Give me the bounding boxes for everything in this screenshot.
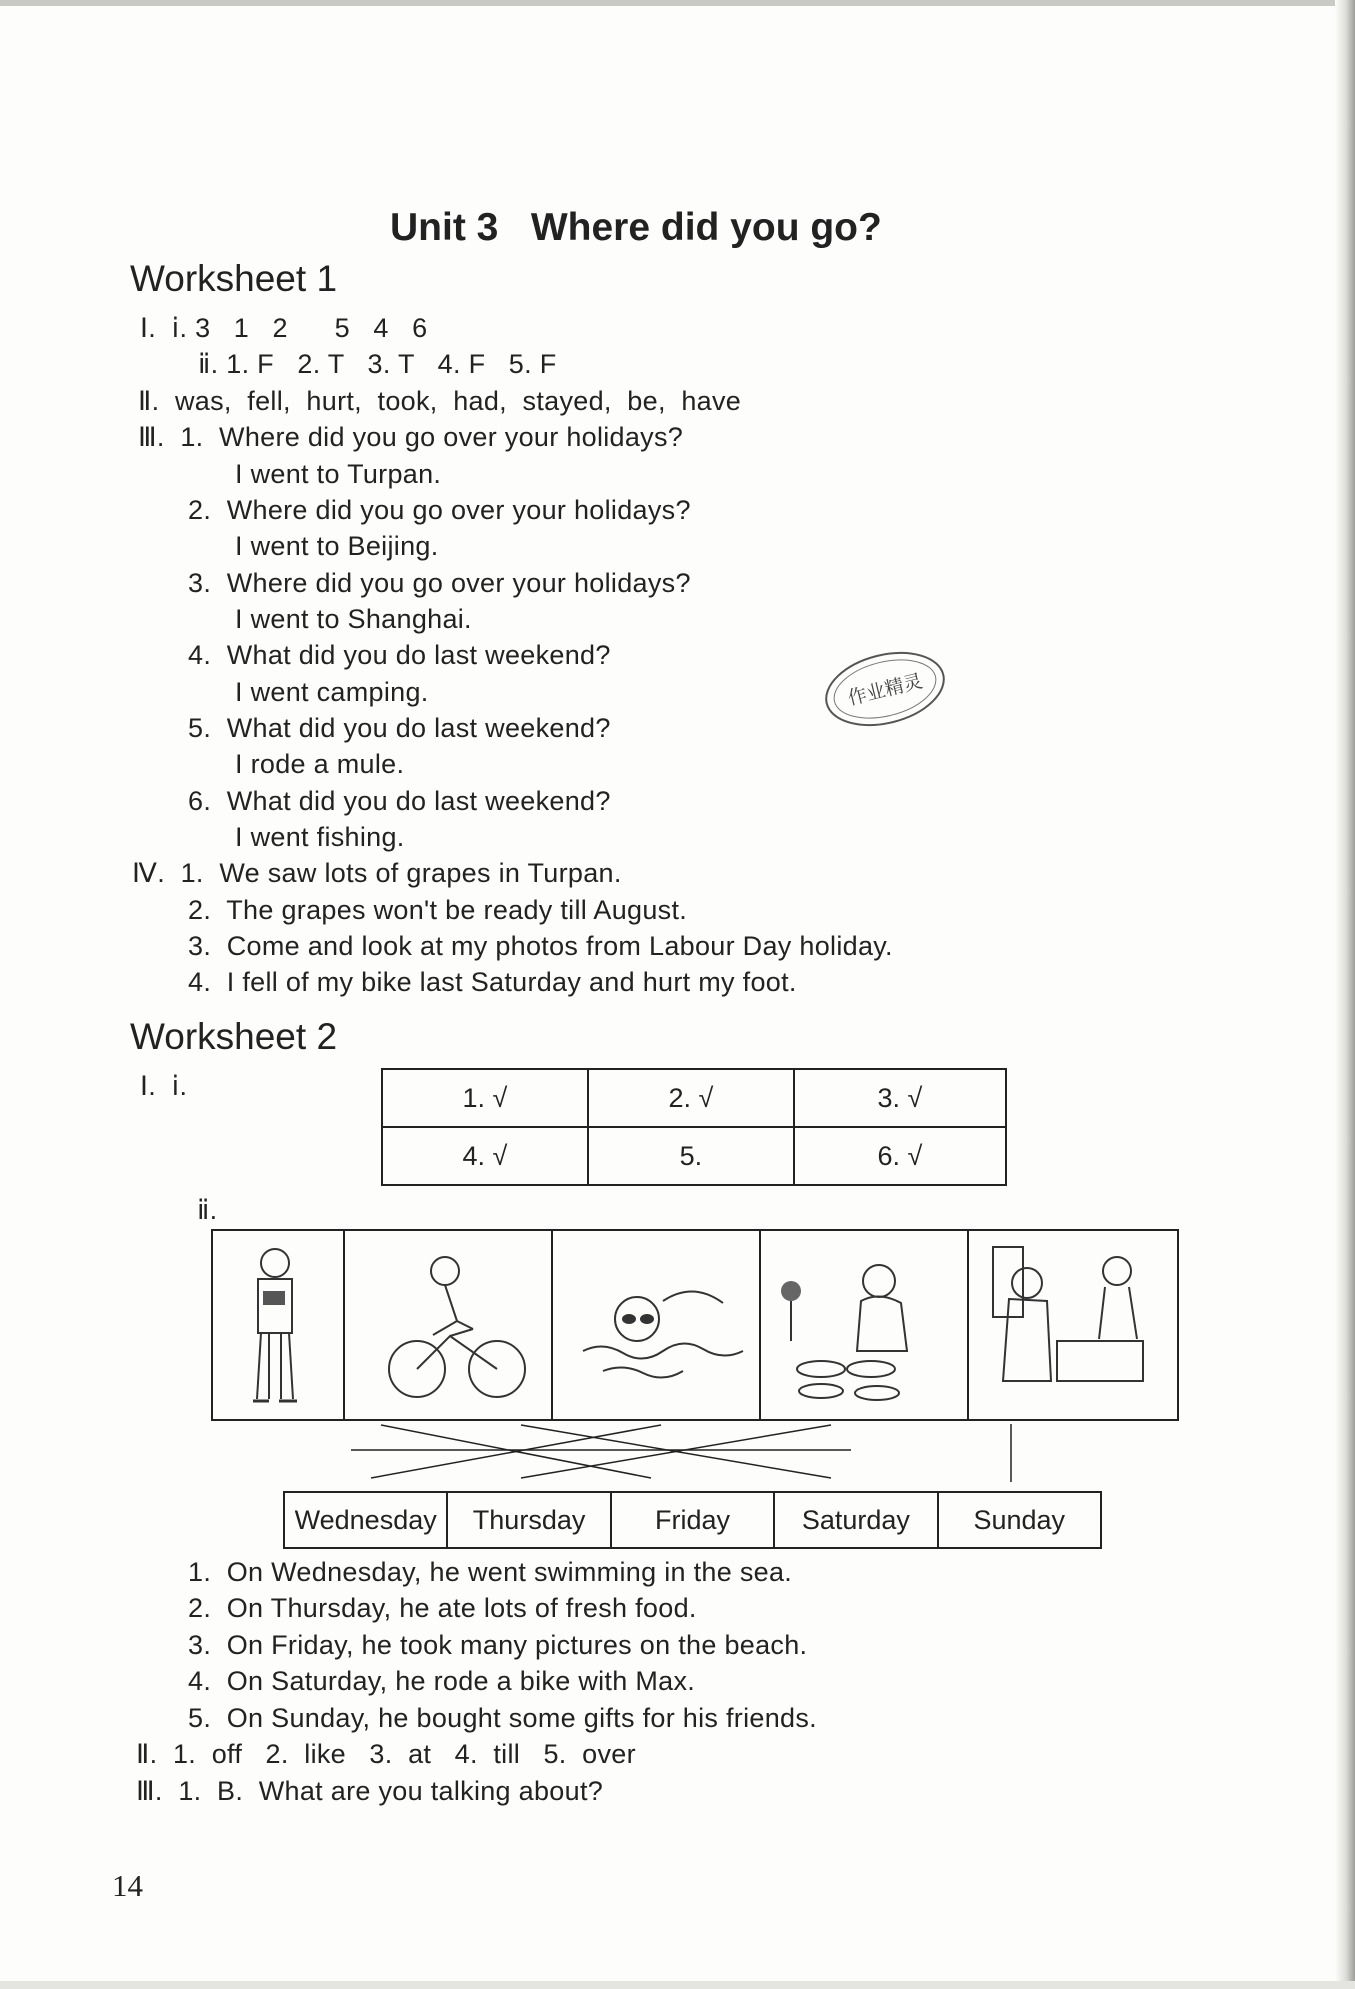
ws2-sentence: 1. On Wednesday, he went swimming in the sea. xyxy=(188,1557,793,1587)
picture-camera-boy xyxy=(213,1231,345,1419)
day-cell-thursday: Thursday xyxy=(447,1492,610,1548)
ws1-line: Ⅰ. ⅰ. 3 1 2 5 4 6 xyxy=(140,313,428,343)
stamp-logo xyxy=(818,642,953,737)
grid-cell: 6. √ xyxy=(794,1127,1006,1185)
ws1-line: Ⅱ. was, fell, hurt, took, had, stayed, be, have xyxy=(138,386,742,416)
ws1-line: I went to Beijing. xyxy=(235,531,439,561)
ws2-sentence: 4. On Saturday, he rode a bike with Max. xyxy=(188,1666,696,1696)
unit-title: Unit 3 Where did you go? xyxy=(390,206,882,249)
eating-food-illustration xyxy=(761,1231,967,1419)
day-cell-sunday: Sunday xyxy=(938,1492,1101,1548)
ws2-part3: Ⅲ. 1. B. What are you talking about? xyxy=(136,1776,604,1806)
ws1-line: ⅱ. 1. F 2. T 3. T 4. F 5. F xyxy=(198,349,557,379)
grid-cell: 3. √ xyxy=(794,1069,1006,1127)
boy-riding-bike-illustration xyxy=(345,1231,551,1419)
ws2-part2: Ⅱ. 1. off 2. like 3. at 4. till 5. over xyxy=(136,1739,636,1769)
picture-strip xyxy=(211,1229,1179,1421)
ws1-line: I rode a mule. xyxy=(235,749,405,779)
page-number: 14 xyxy=(112,1868,143,1903)
ws1-line: 5. What did you do last weekend? xyxy=(188,713,611,743)
picture-eating xyxy=(761,1231,969,1419)
ws1-line: 2. Where did you go over your holidays? xyxy=(188,495,691,525)
boy-with-camera-illustration xyxy=(213,1231,343,1419)
ws1-line: I went to Shanghai. xyxy=(235,604,472,634)
picture-shopping xyxy=(969,1231,1173,1419)
grid-cell: 1. √ xyxy=(382,1069,588,1127)
stamp-text: 作业精灵 xyxy=(845,670,925,710)
worksheet-2-heading: Worksheet 2 xyxy=(130,1016,338,1057)
ws2-part1-ii-label: ⅱ. xyxy=(197,1195,218,1225)
ws1-line: 4. I fell of my bike last Saturday and hurt my foot. xyxy=(188,967,797,997)
buying-gifts-illustration xyxy=(969,1231,1173,1419)
ws2-sentence: 5. On Sunday, he bought some gifts for his friends. xyxy=(188,1703,817,1733)
picture-bike-rider xyxy=(345,1231,553,1419)
ws1-line: I went fishing. xyxy=(235,822,405,852)
swimming-illustration xyxy=(553,1231,759,1419)
answer-grid xyxy=(381,1068,1007,1186)
ws1-line: I went camping. xyxy=(235,677,429,707)
days-table xyxy=(283,1491,1102,1549)
worksheet-1-heading: Worksheet 1 xyxy=(130,258,338,299)
grid-cell: 5. xyxy=(588,1127,794,1185)
ws1-line: Ⅳ. 1. We saw lots of grapes in Turpan. xyxy=(132,858,622,888)
picture-swimmer xyxy=(553,1231,761,1419)
ws2-part1-label: Ⅰ. ⅰ. xyxy=(140,1071,188,1101)
matching-lines xyxy=(211,1420,1111,1492)
page-bottom-edge xyxy=(0,1981,1355,1989)
grid-cell: 4. √ xyxy=(382,1127,588,1185)
ws1-line: 3. Come and look at my photos from Labour Day holiday. xyxy=(188,931,893,961)
ws1-line: 6. What did you do last weekend? xyxy=(188,786,611,816)
day-cell-saturday: Saturday xyxy=(774,1492,937,1548)
grid-cell: 2. √ xyxy=(588,1069,794,1127)
ws1-line: Ⅲ. 1. Where did you go over your holidays? xyxy=(138,422,684,452)
page-right-edge xyxy=(1335,0,1355,1989)
day-cell-friday: Friday xyxy=(611,1492,774,1548)
page-top-edge xyxy=(0,0,1355,6)
ws1-line: 3. Where did you go over your holidays? xyxy=(188,568,691,598)
ws1-line: 4. What did you do last weekend? xyxy=(188,640,611,670)
ws2-sentence: 2. On Thursday, he ate lots of fresh food. xyxy=(188,1593,697,1623)
day-cell-wednesday: Wednesday xyxy=(284,1492,447,1548)
ws1-line: 2. The grapes won't be ready till August. xyxy=(188,895,688,925)
ws1-line: I went to Turpan. xyxy=(235,459,442,489)
ws2-sentence: 3. On Friday, he took many pictures on the beach. xyxy=(188,1630,808,1660)
